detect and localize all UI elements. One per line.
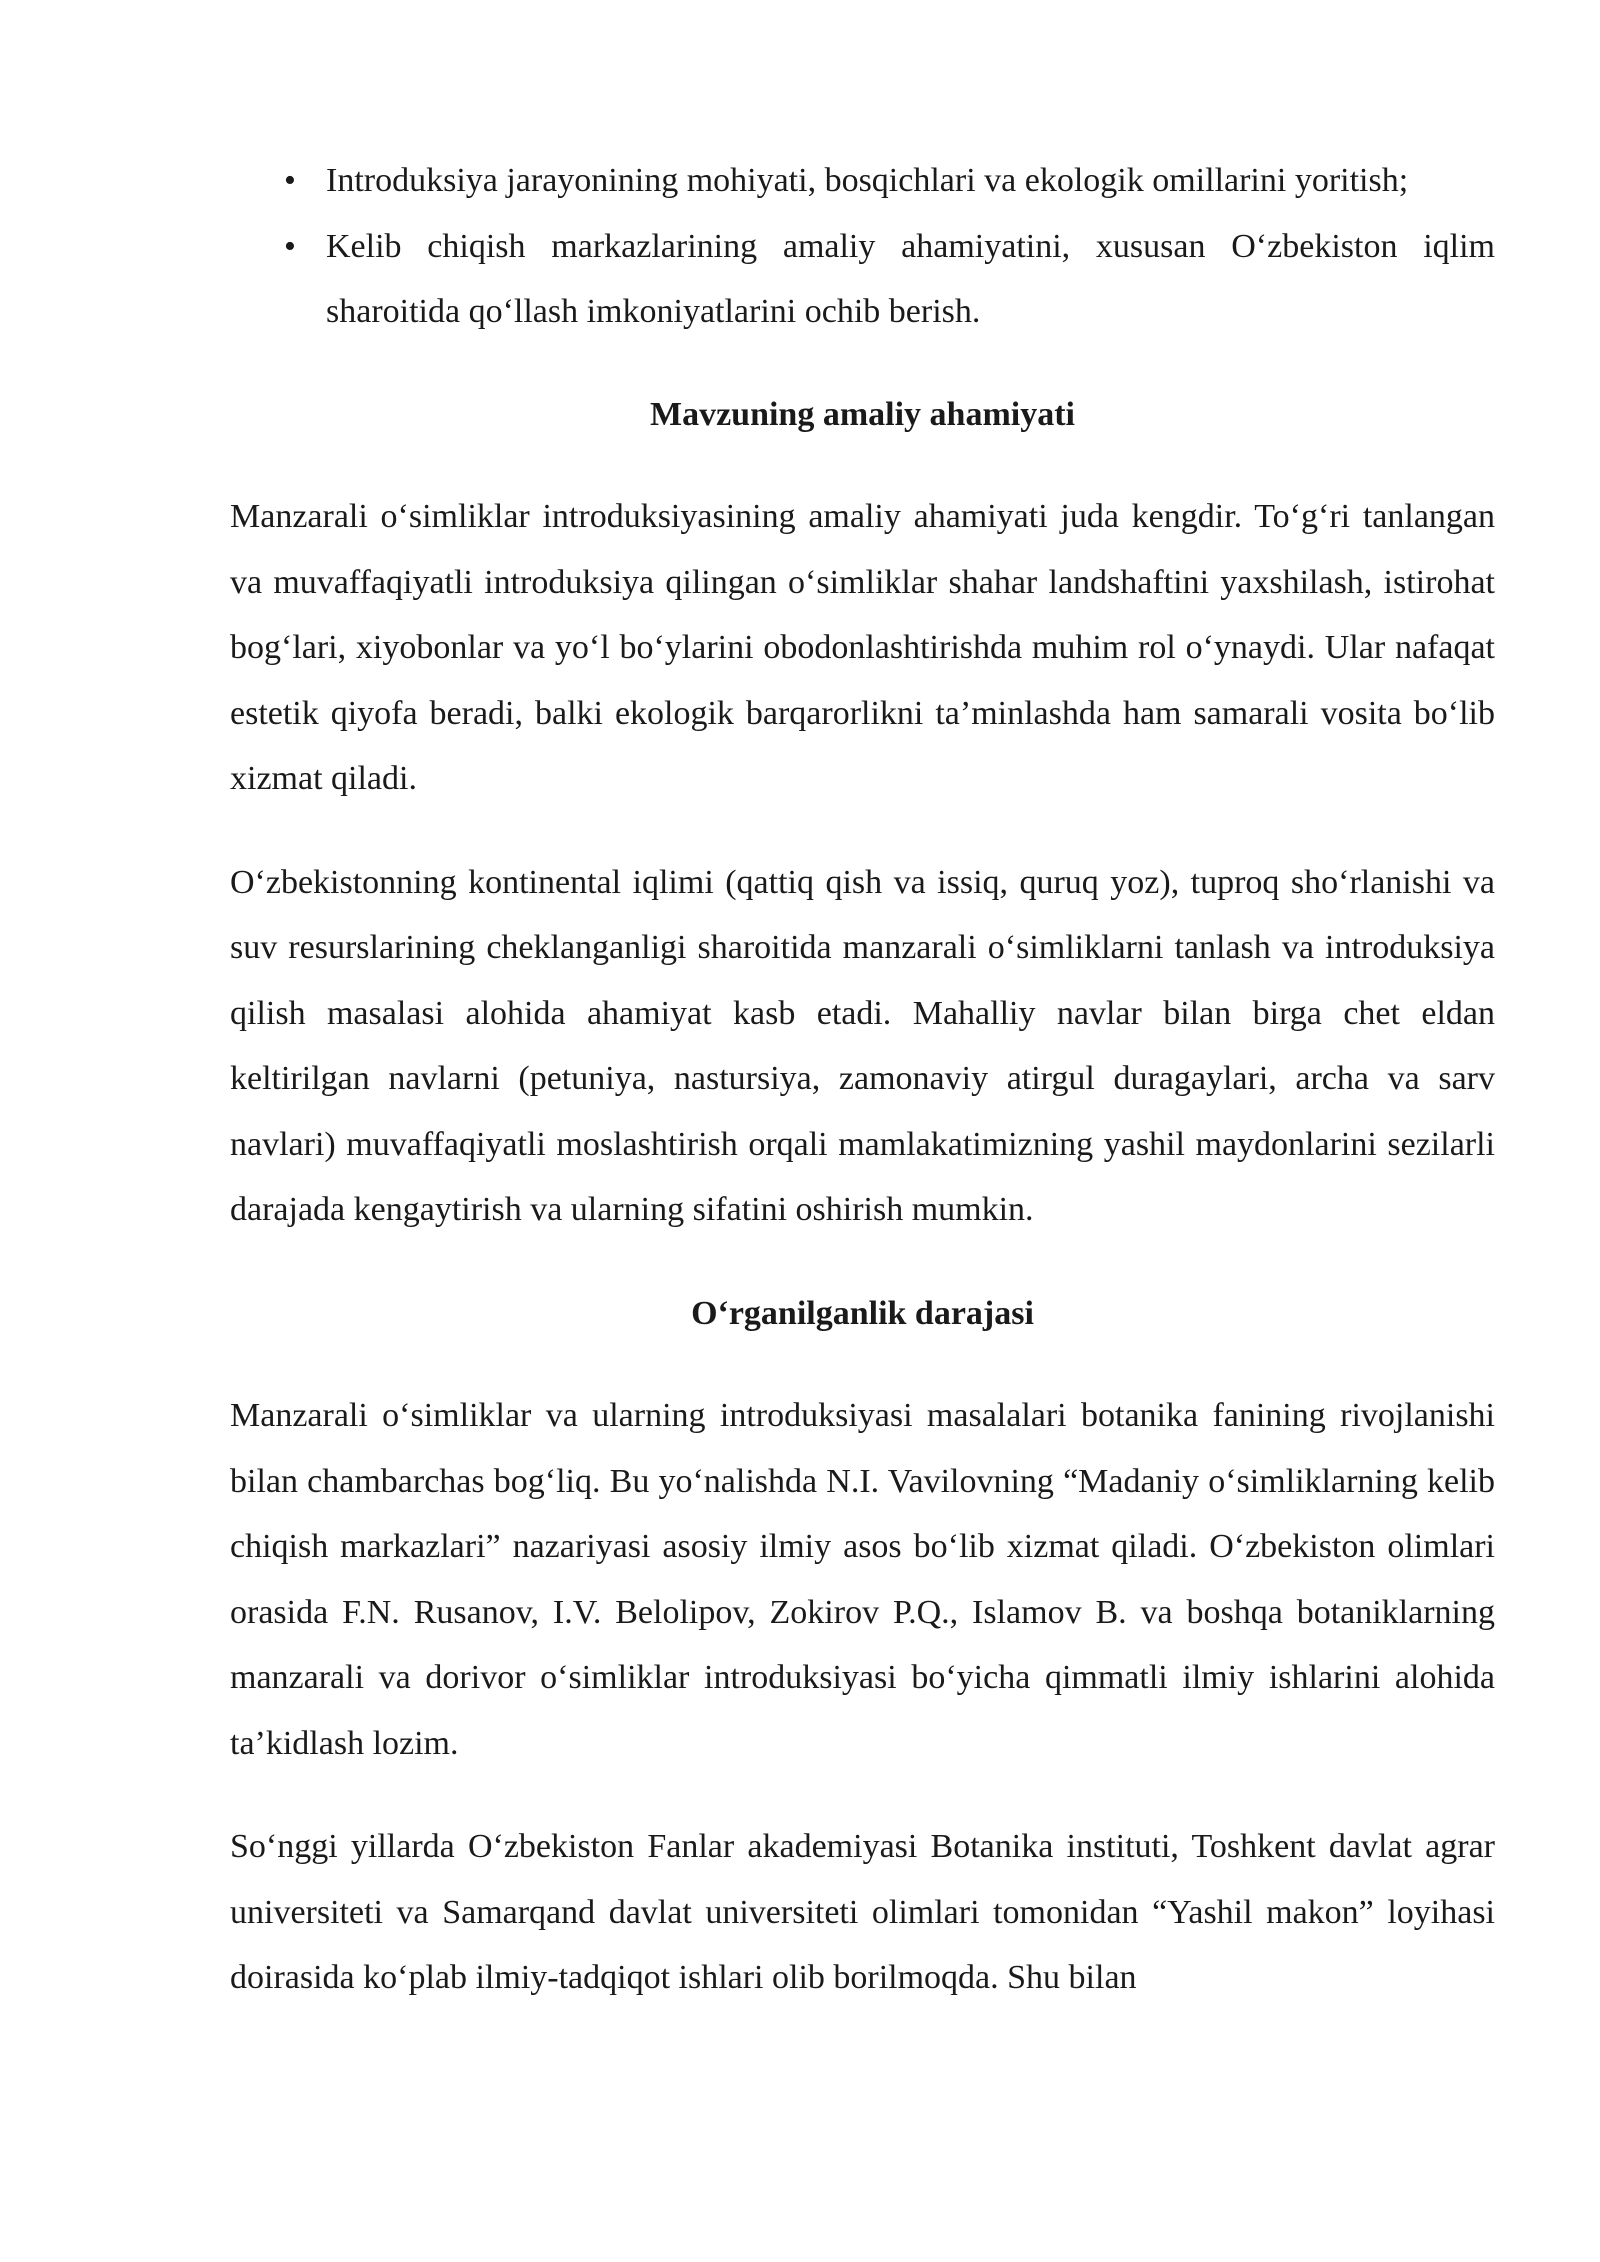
bullet-icon: • [284, 227, 296, 265]
bullet-icon: • [284, 162, 296, 199]
section-heading-practical-importance: Mavzuning amaliy ahamiyati [649, 395, 1076, 433]
list-item [230, 148, 1495, 214]
document-page [230, 148, 1495, 2011]
bullet-text: Kelib chiqish markazlarining amaliy ahamiyatini, xususan O‘zbekiston iqlim sharoitida qo‘llash imkoniyatlarini ochib berish. [326, 227, 1495, 330]
paragraph: Manzarali o‘simliklar va ularning introduksiyasi masalalari botanika fanining rivojlanishi bilan chambarchas bog‘liq. Bu yo‘nalishda N.I. Vavilovning “Madaniy o‘simliklarning kelib chiqish markazlari” nazariyasi asosiy ilmiy asos bo‘lib xizmat qiladi. O‘zbekiston olimlari orasida F.N. Rusanov, I.V. Belolipov, Zokirov P.Q., Islamov B. va boshqa botaniklarning manzarali va dorivor o‘simliklar introduksiyasi bo‘yicha qimmatli ilmiy ishlarini alohida ta’kidlash lozim. [230, 1397, 1495, 1762]
paragraph: So‘nggi yillarda O‘zbekiston Fanlar akademiyasi Botanika instituti, Toshkent davlat agrar universiteti va Samarqand davlat universiteti olimlari tomonidan “Yashil makon” loyihasi doirasida ko‘plab ilmiy-tadqiqot ishlari olib borilmoqda. Shu bilan [230, 1828, 1495, 1996]
paragraph: Manzarali o‘simliklar introduksiyasining amaliy ahamiyati juda kengdir. To‘g‘ri tanlangan va muvaffaqiyatli introduksiya qilingan o‘simliklar shahar landshaftini yaxshilash, istirohat bog‘lari, xiyobonlar va yo‘l bo‘ylarini obodonlashtirishda muhim rol o‘ynaydi. Ular nafaqat estetik qiyofa beradi, balki ekologik barqarorlikni ta’minlashda ham samarali vosita bo‘lib xizmat qiladi. [230, 498, 1495, 797]
paragraph: O‘zbekistonning kontinental iqlimi (qattiq qish va issiq, quruq yoz), tuproq sho‘rlanishi va suv resurslarining cheklanganligi sharoitida manzarali o‘simliklarni tanlash va introduksiya qilish masalasi alohida ahamiyat kasb etadi. Mahalliy navlar bilan birga chet eldan keltirilgan navlarni (petuniya, nastursiya, zamonaviy atirgul duragaylari, archa va sarv navlari) muvaffaqiyatli moslashtirish orqali mamlakatimizning yashil maydonlarini sezilarli darajada kengaytirish va ularning sifatini oshirish mumkin. [230, 863, 1495, 1228]
section-heading-degree-of-study: O‘rganilganlik darajasi [691, 1294, 1034, 1332]
bullet-text: Introduksiya jarayonining mohiyati, bosqichlari va ekologik omillarini yoritish; [326, 162, 1409, 199]
bullet-list [230, 148, 1495, 345]
list-item [230, 214, 1495, 345]
